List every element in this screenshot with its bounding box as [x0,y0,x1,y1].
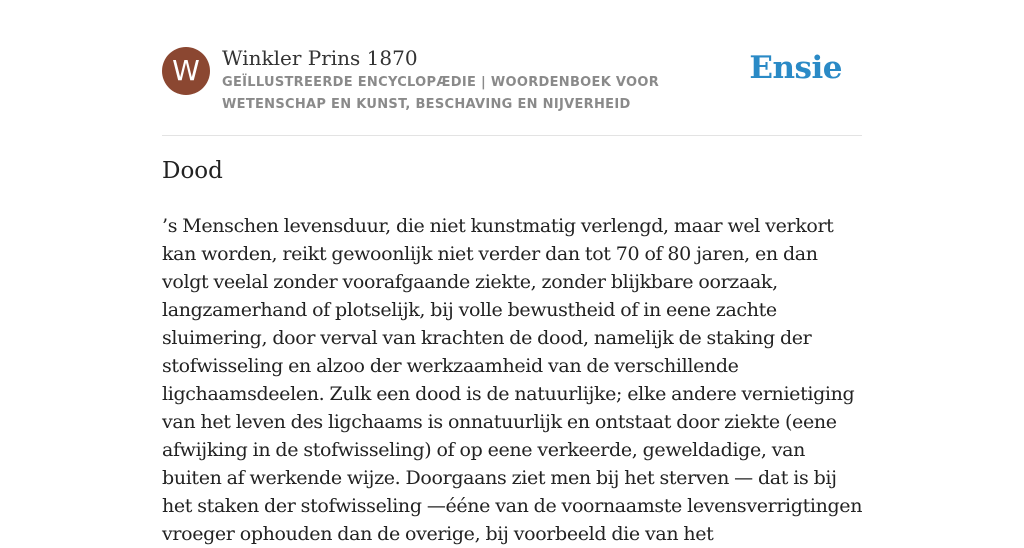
source-avatar[interactable]: W [162,47,210,95]
entry-body: ’s Menschen levensduur, die niet kunstmatig verlengd, maar wel verkort kan worden, reikt gewoonlijk niet verder dan tot 70 of 80 jaren, en dan volgt veelal zonder voorafgaande ziekte, zonder blijkbare oorzaak, langzamerhand of plotselijk, bij volle bewustheid of in eene zachte sluimering, door verval van krachten de dood, namelijk de staking der stofwisseling en alzoo der werkzaamheid van de verschillende ligchaamsdeelen. Zulk een dood is de natuurlijke; elke andere vernietiging van het leven des ligchaams is onnatuurlijk en ontstaat door ziekte (eene afwijking in de stofwisseling) of op eene verkeerde, geweldadige, van buiten af werkende wijze. Doorgaans ziet men bij het sterven — dat is bij het staken der stofwisseling —ééne van de voornaamste levensverrigtingen vroeger ophouden dan de overige, bij voorbeeld die van het [162,215,863,545]
source-header [162,46,862,136]
ensie-logo[interactable]: Ensie [749,50,842,86]
header-divider [162,135,862,136]
entry-title: Dood [162,158,223,184]
source-subtitle: GEÏLLUSTREERDE ENCYCLOPÆDIE | WOORDENBOEK VOOR WETENSCHAP EN KUNST, BESCHAVING EN NIJVERHEID [222,75,660,112]
source-title[interactable]: Winkler Prins 1870 [222,46,418,70]
